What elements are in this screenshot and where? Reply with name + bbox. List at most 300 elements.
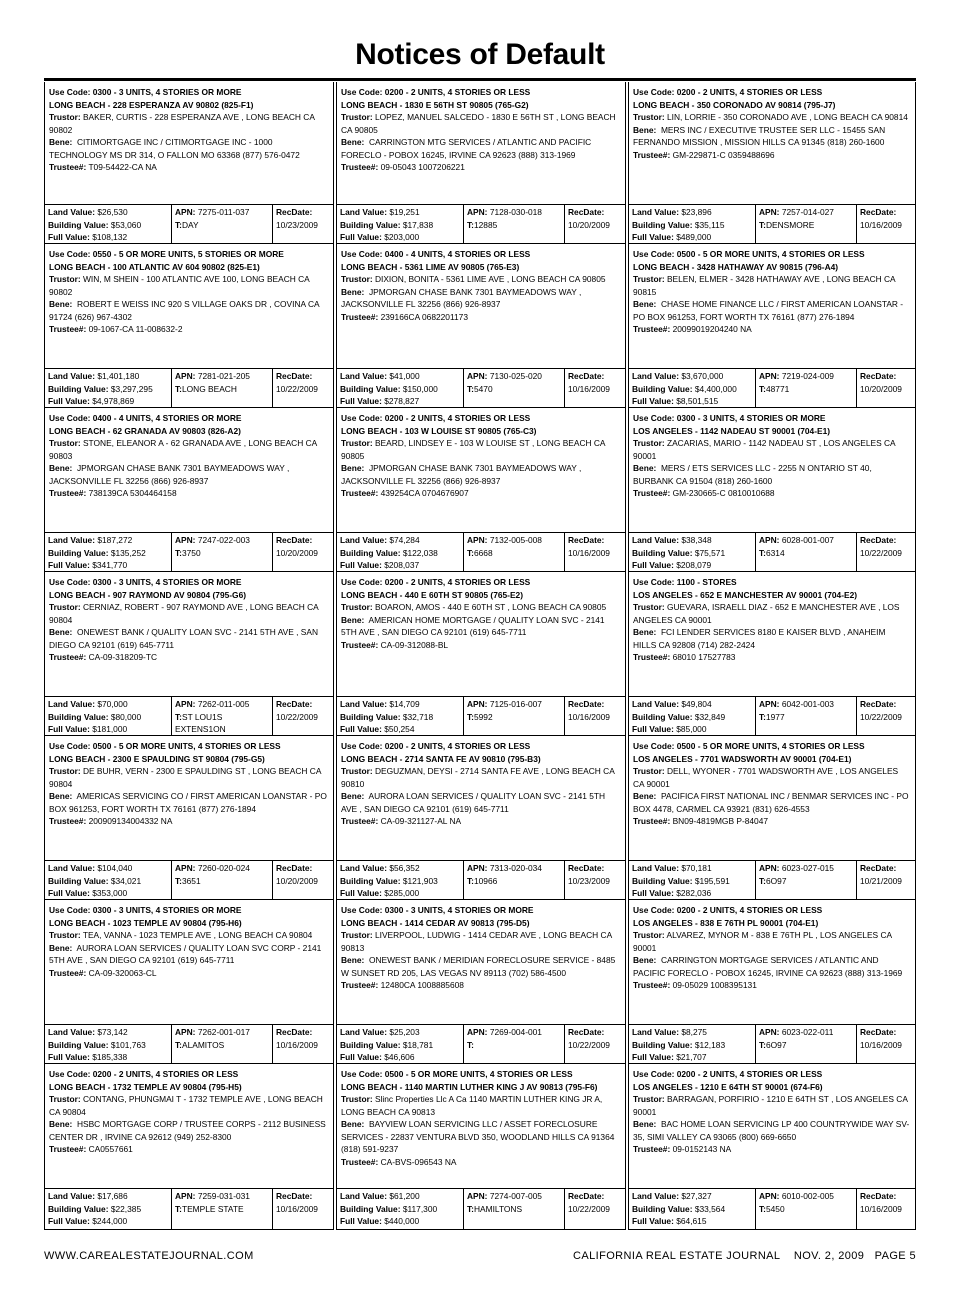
values-cell (45, 697, 171, 735)
tract-label: T: (759, 875, 766, 886)
building-value-label: Building Value: (48, 1203, 109, 1214)
notice-column (628, 82, 916, 1230)
values-cell (629, 533, 755, 571)
trustee-value: 09-05043 1007206221 (380, 162, 465, 172)
trustee-label: Trustee#: (341, 980, 379, 990)
apn-value: 7262-011-005 (197, 699, 250, 709)
property-address: LONG BEACH - 1732 TEMPLE AV 90804 (795-H5) (49, 1081, 242, 1092)
trustor-value: DIXION, BONITA - 5361 LIME AVE , LONG BEACH CA 90805 (374, 274, 606, 284)
land-value-label: Land Value: (340, 699, 388, 709)
use-code: Use Code: 0300 - 3 UNITS, 4 STORIES OR MORE (49, 87, 242, 97)
trustor-label: Trustor: (633, 766, 665, 776)
full-value: $50,254 (384, 724, 415, 734)
notice-entry (629, 860, 915, 1024)
full-value: $8,501,515 (676, 396, 719, 406)
trustor-value: DELL, WYONER - 7701 WADSWORTH AVE , LOS ANGELES CA 90001 (633, 766, 899, 789)
recdate-value: 10/22/2009 (860, 711, 902, 722)
trustee-value: 200909134004332 NA (88, 816, 173, 826)
land-value: $14,709 (389, 699, 420, 709)
trustor-value: TEA, VANNA - 1023 TEMPLE AVE , LONG BEACH CA 90804 (82, 930, 313, 940)
full-value: $21,707 (676, 1052, 707, 1062)
tract-value: ST LOU1S EXTENS1ON (175, 711, 226, 734)
bene-label: Bene: (49, 627, 73, 637)
land-value-label: Land Value: (340, 1027, 388, 1037)
trustee-label: Trustee#: (341, 162, 379, 172)
trustee-value: CA-09-318209-TC (88, 652, 158, 662)
trustor-value: LIN, LORRIE - 350 CORONADO AVE , LONG BEACH CA 90814 (666, 112, 908, 122)
recdate-cell (564, 1189, 625, 1229)
land-value: $104,040 (97, 863, 133, 873)
recdate-value: 10/22/2009 (860, 547, 902, 558)
notice-entry (629, 696, 915, 860)
recdate-label: RecDate: (568, 1191, 605, 1201)
recdate-label: RecDate: (276, 371, 313, 381)
trustee-label: Trustee#: (49, 967, 87, 978)
apn-label: APN: (467, 863, 488, 873)
trustee-value: 20099019204240 NA (672, 324, 752, 334)
bene-value: JPMORGAN CHASE BANK 7301 BAYMEADOWS WAY , JACKSONVILLE FL 32256 (866) 926-8937 (341, 463, 582, 486)
notice-entry (629, 532, 915, 696)
apn-label: APN: (175, 1027, 196, 1037)
apn-label: APN: (759, 863, 780, 873)
apn-cell (755, 533, 856, 571)
building-value: $22,385 (110, 1203, 142, 1214)
footer-publication: CALIFORNIA REAL ESTATE JOURNAL NOV. 2, 2009 PAGE 5 (573, 1250, 916, 1262)
trustor-label: Trustor: (633, 274, 665, 284)
trustor-value: CONTANG, PHUNGMAI T - 1732 TEMPLE AVE , LONG BEACH CA 90804 (49, 1094, 323, 1117)
land-value-label: Land Value: (48, 863, 96, 873)
apn-label: APN: (467, 699, 488, 709)
valuation-row (629, 368, 915, 408)
tract-value: 10966 (473, 875, 498, 886)
tract-label: T: (467, 547, 474, 558)
recdate-cell (856, 861, 915, 899)
land-value-label: Land Value: (632, 863, 680, 873)
recdate-cell (272, 1189, 333, 1229)
trustee-value: CA-09-321127-AL NA (380, 816, 462, 826)
tract-label: T: (467, 1039, 474, 1050)
building-value-label: Building Value: (48, 875, 109, 886)
property-address: LOS ANGELES - 652 E MANCHESTER AV 90001 (704-E2) (633, 589, 858, 600)
recdate-value: 10/20/2009 (276, 875, 318, 886)
bene-value: CARRINGTON MORTGAGE SERVICES / ATLANTIC AND PACIFIC FORECLO - POBOX 16245, IRVINE CA 92623 (888) 313-1969 (633, 955, 903, 978)
notice-entry (45, 368, 333, 532)
apn-value: 6023-027-015 (781, 863, 834, 873)
apn-cell (171, 861, 272, 899)
trustor-value: LOPEZ, MANUEL SALCEDO - 1830 E 56TH ST , LONG BEACH CA 90805 (341, 112, 616, 135)
recdate-value: 10/21/2009 (860, 875, 902, 886)
use-code: Use Code: 0300 - 3 UNITS, 4 STORIES OR MORE (49, 905, 242, 915)
land-value-label: Land Value: (48, 1191, 96, 1201)
recdate-value: 10/16/2009 (860, 219, 902, 230)
bene-label: Bene: (633, 124, 657, 135)
full-value-label: Full Value: (48, 560, 90, 570)
bene-label: Bene: (341, 286, 365, 297)
apn-value: 7260-020-024 (197, 863, 250, 873)
building-value: $122,038 (402, 547, 438, 558)
trustee-label: Trustee#: (341, 816, 379, 826)
full-value-label: Full Value: (632, 1052, 674, 1062)
property-address: LONG BEACH - 440 E 60TH ST 90805 (765-E2) (341, 589, 523, 600)
use-code: Use Code: 0200 - 2 UNITS, 4 STORIES OR LESS (341, 741, 531, 751)
trustee-label: Trustee#: (49, 162, 87, 172)
recdate-value: 10/23/2009 (276, 219, 318, 230)
land-value: $70,000 (97, 699, 128, 709)
apn-value: 7313-020-034 (489, 863, 542, 873)
tract-label: T: (759, 1039, 766, 1050)
recdate-cell (564, 1025, 625, 1063)
bene-value: ROBERT E WEISS INC 920 S VILLAGE OAKS DR , COVINA CA 91724 (626) 967-4302 (49, 299, 320, 322)
land-value: $61,200 (389, 1191, 420, 1201)
use-code: Use Code: 0200 - 2 UNITS, 4 STORIES OR LESS (633, 905, 823, 915)
valuation-row (629, 696, 915, 736)
notice-column (336, 82, 626, 1230)
apn-cell (755, 697, 856, 735)
values-cell (629, 369, 755, 407)
recdate-label: RecDate: (276, 863, 313, 873)
land-value-label: Land Value: (48, 207, 96, 217)
valuation-row (45, 532, 333, 572)
trustee-label: Trustee#: (49, 1144, 87, 1154)
full-value: $203,000 (384, 232, 420, 242)
building-value-label: Building Value: (340, 219, 401, 230)
values-cell (45, 1025, 171, 1063)
building-value-label: Building Value: (632, 1039, 693, 1050)
land-value-label: Land Value: (632, 1027, 680, 1037)
land-value-label: Land Value: (632, 699, 680, 709)
bene-label: Bene: (341, 1119, 365, 1129)
property-address: LONG BEACH - 2714 SANTA FE AV 90810 (795-B3) (341, 753, 541, 764)
recdate-label: RecDate: (276, 535, 313, 545)
building-value: $4,400,000 (694, 383, 737, 394)
recdate-value: 10/16/2009 (568, 383, 610, 394)
full-value-label: Full Value: (48, 724, 90, 734)
recdate-value: 10/22/2009 (568, 1039, 610, 1050)
apn-cell (755, 1189, 856, 1229)
notice-entry (45, 82, 333, 204)
use-code: Use Code: 0500 - 5 OR MORE UNITS, 4 STORIES OR LESS (633, 741, 865, 751)
property-address: LONG BEACH - 100 ATLANTIC AV 604 90802 (825-E1) (49, 261, 260, 272)
land-value: $17,686 (97, 1191, 128, 1201)
apn-cell (755, 861, 856, 899)
bene-label: Bene: (633, 299, 657, 309)
trustor-label: Trustor: (49, 1094, 81, 1104)
trustee-value: GM-230665-C 0810010688 (672, 488, 775, 498)
recdate-label: RecDate: (568, 1027, 605, 1037)
recdate-cell (564, 533, 625, 571)
bene-label: Bene: (341, 791, 365, 801)
recdate-cell (272, 1025, 333, 1063)
notice-entry (45, 204, 333, 368)
recdate-cell (856, 533, 915, 571)
recdate-cell (564, 861, 625, 899)
apn-cell (463, 697, 564, 735)
tract-label: T: (759, 1203, 766, 1214)
apn-value: 7281-021-205 (197, 371, 250, 381)
title-rule (44, 78, 916, 81)
apn-value: 7269-004-001 (489, 1027, 542, 1037)
land-value: $23,896 (681, 207, 712, 217)
values-cell (337, 205, 463, 243)
tract-label: T: (175, 219, 182, 230)
recdate-label: RecDate: (276, 1191, 313, 1201)
building-value: $3,297,295 (110, 383, 153, 394)
recdate-cell (856, 697, 915, 735)
recdate-value: 10/16/2009 (568, 547, 610, 558)
apn-label: APN: (467, 1027, 488, 1037)
recdate-cell (856, 205, 915, 243)
tract-label: T: (759, 547, 766, 558)
property-address: LOS ANGELES - 7701 WADSWORTH AV 90001 (704-E1) (633, 753, 852, 764)
footer-website[interactable]: WWW.CAREALESTATEJOURNAL.COM (44, 1250, 254, 1262)
full-value-label: Full Value: (340, 888, 382, 898)
recdate-value: 10/22/2009 (276, 711, 318, 722)
notice-column (44, 82, 334, 1230)
trustee-label: Trustee#: (633, 816, 671, 826)
full-value: $46,606 (384, 1052, 415, 1062)
tract-value: 12885 (473, 219, 498, 230)
building-value: $32,849 (694, 711, 726, 722)
apn-cell (171, 1189, 272, 1229)
tract-label: T: (175, 547, 182, 558)
full-value-label: Full Value: (48, 1216, 90, 1226)
trustor-label: Trustor: (633, 438, 665, 448)
apn-label: APN: (467, 371, 488, 381)
values-cell (629, 1189, 755, 1229)
apn-cell (463, 205, 564, 243)
use-code: Use Code: 0200 - 2 UNITS, 4 STORIES OR LESS (341, 413, 531, 423)
trustee-value: CA0557661 (88, 1144, 133, 1154)
property-address: LONG BEACH - 228 ESPERANZA AV 90802 (825-F1) (49, 99, 254, 110)
bene-value: AURORA LOAN SERVICES / QUALITY LOAN SVC CORP - 2141 5TH AVE , SAN DIEGO CA 92101 (619) 645-7711 (49, 942, 322, 965)
bene-label: Bene: (633, 627, 657, 637)
land-value: $49,804 (681, 699, 712, 709)
recdate-cell (564, 369, 625, 407)
bene-value: JPMORGAN CHASE BANK 7301 BAYMEADOWS WAY , JACKSONVILLE FL 32256 (866) 926-8937 (49, 463, 290, 486)
apn-cell (463, 861, 564, 899)
building-value-label: Building Value: (340, 875, 401, 886)
property-address: LONG BEACH - 103 W LOUISE ST 90805 (765-C3) (341, 425, 537, 436)
full-value: $341,770 (92, 560, 128, 570)
apn-label: APN: (759, 1027, 780, 1037)
apn-label: APN: (175, 699, 196, 709)
trustor-value: DE BUHR, VERN - 2300 E SPAULDING ST , LONG BEACH CA 90804 (49, 766, 321, 789)
values-cell (45, 205, 171, 243)
apn-cell (755, 205, 856, 243)
apn-label: APN: (467, 1191, 488, 1201)
recdate-cell (272, 861, 333, 899)
notice-entry (45, 696, 333, 860)
recdate-value: 10/22/2009 (276, 383, 318, 394)
valuation-row (337, 1024, 625, 1064)
building-value-label: Building Value: (632, 875, 693, 886)
tract-value: 6O97 (765, 875, 787, 886)
land-value: $26,530 (97, 207, 128, 217)
trustee-value: T09-54422-CA NA (88, 162, 157, 172)
building-value-label: Building Value: (48, 383, 109, 394)
building-value-label: Building Value: (340, 383, 401, 394)
land-value-label: Land Value: (632, 1191, 680, 1201)
trustor-value: BAKER, CURTIS - 228 ESPERANZA AVE , LONG BEACH CA 90802 (49, 112, 315, 135)
full-value-label: Full Value: (632, 1216, 674, 1226)
use-code: Use Code: 0400 - 4 UNITS, 4 STORIES OR LESS (341, 249, 531, 259)
building-value: $33,564 (694, 1203, 726, 1214)
land-value: $187,272 (97, 535, 133, 545)
bene-label: Bene: (341, 463, 365, 473)
building-value: $18,781 (402, 1039, 434, 1050)
notice-entry (337, 860, 625, 1024)
recdate-label: RecDate: (276, 1027, 313, 1037)
values-cell (337, 369, 463, 407)
notice-entry (337, 204, 625, 368)
tract-value: 3750 (181, 547, 201, 558)
apn-cell (755, 1025, 856, 1063)
tract-value: 6O97 (765, 1039, 787, 1050)
recdate-label: RecDate: (860, 535, 897, 545)
apn-label: APN: (175, 863, 196, 873)
full-value: $285,000 (384, 888, 420, 898)
notice-entry (337, 368, 625, 532)
land-value-label: Land Value: (340, 863, 388, 873)
tract-label: T: (175, 1039, 182, 1050)
full-value-label: Full Value: (340, 1216, 382, 1226)
tract-label: T: (175, 383, 182, 394)
building-value: $101,763 (110, 1039, 146, 1050)
tract-value: 6314 (765, 547, 785, 558)
notice-entry (337, 82, 625, 204)
land-value-label: Land Value: (632, 207, 680, 217)
property-address: LONG BEACH - 62 GRANADA AV 90803 (826-A2) (49, 425, 241, 436)
apn-value: 6010-002-005 (781, 1191, 834, 1201)
apn-value: 7259-031-031 (197, 1191, 250, 1201)
trustee-label: Trustee#: (633, 980, 671, 990)
land-value: $3,670,000 (681, 371, 724, 381)
values-cell (337, 697, 463, 735)
recdate-value: 10/20/2009 (860, 383, 902, 394)
full-value: $489,000 (676, 232, 712, 242)
trustee-value: 239166CA 0682201173 (380, 311, 468, 322)
building-value-label: Building Value: (340, 711, 401, 722)
trustee-value: 68010 17527783 (672, 652, 736, 662)
apn-value: 7125-016-007 (489, 699, 542, 709)
land-value-label: Land Value: (48, 699, 96, 709)
tract-value: TEMPLE STATE (181, 1203, 244, 1214)
use-code: Use Code: 0300 - 3 UNITS, 4 STORIES OR MORE (49, 577, 242, 587)
recdate-cell (564, 205, 625, 243)
recdate-cell (272, 533, 333, 571)
values-cell (629, 1025, 755, 1063)
land-value-label: Land Value: (340, 371, 388, 381)
recdate-label: RecDate: (276, 699, 313, 709)
trustee-label: Trustee#: (633, 652, 671, 662)
trustor-value: LIVERPOOL, LUDWIG - 1414 CEDAR AVE , LONG BEACH CA 90813 (341, 930, 612, 953)
recdate-value: 10/16/2009 (860, 1039, 902, 1050)
land-value-label: Land Value: (48, 535, 96, 545)
land-value-label: Land Value: (340, 1191, 388, 1201)
full-value: $282,036 (676, 888, 712, 898)
bene-value: AMERICAS SERVICING CO / FIRST AMERICAN LOANSTAR - PO BOX 961253, FORT WORTH TX 76161 (877) 276-1894 (49, 791, 327, 814)
trustee-label: Trustee#: (341, 311, 379, 322)
apn-label: APN: (759, 699, 780, 709)
valuation-row (629, 204, 915, 244)
property-address: LONG BEACH - 3428 HATHAWAY AV 90815 (796-A4) (633, 261, 839, 272)
bene-label: Bene: (341, 137, 365, 147)
apn-value: 7128-030-018 (489, 207, 542, 217)
trustee-value: CA-09-312088-BL (380, 639, 449, 650)
full-value: $353,000 (92, 888, 128, 898)
trustee-value: 738139CA 5304464158 (88, 488, 177, 498)
bene-label: Bene: (49, 942, 73, 953)
land-value: $19,251 (389, 207, 420, 217)
apn-cell (171, 1025, 272, 1063)
property-address: LONG BEACH - 1140 MARTIN LUTHER KING J AV 90813 (795-F6) (341, 1081, 598, 1092)
land-value: $1,401,180 (97, 371, 140, 381)
apn-label: APN: (759, 1191, 780, 1201)
land-value-label: Land Value: (632, 535, 680, 545)
use-code: Use Code: 0200 - 2 UNITS, 4 STORIES OR LESS (633, 1069, 823, 1079)
apn-cell (755, 369, 856, 407)
apn-cell (463, 1189, 564, 1229)
tract-label: T: (467, 711, 474, 722)
bene-label: Bene: (633, 463, 657, 473)
trustor-value: ALVAREZ, MYNOR M - 838 E 76TH PL , LOS ANGELES CA 90001 (633, 930, 892, 953)
use-code: Use Code: 0300 - 3 UNITS, 4 STORIES OR MORE (341, 905, 534, 915)
valuation-row (45, 1024, 333, 1064)
use-code: Use Code: 0200 - 2 UNITS, 4 STORIES OR LESS (341, 577, 531, 587)
trustor-label: Trustor: (49, 602, 81, 612)
tract-value: 1977 (765, 711, 785, 722)
notice-entry (629, 368, 915, 532)
apn-cell (171, 697, 272, 735)
tract-value: 6668 (473, 547, 493, 558)
trustee-label: Trustee#: (49, 324, 87, 334)
recdate-label: RecDate: (860, 863, 897, 873)
full-value: $64,615 (676, 1216, 707, 1226)
building-value: $12,183 (694, 1039, 726, 1050)
trustor-label: Trustor: (341, 930, 373, 940)
trustee-value: 09-05029 1008395131 (672, 980, 757, 990)
property-address: LONG BEACH - 2300 E SPAULDING ST 90804 (795-G5) (49, 753, 265, 764)
values-cell (629, 697, 755, 735)
full-value: $108,132 (92, 232, 128, 242)
use-code: Use Code: 0550 - 5 OR MORE UNITS, 5 STORIES OR MORE (49, 249, 284, 259)
trustee-value: CA-09-320063-CL (88, 967, 157, 978)
notice-entry (337, 532, 625, 696)
building-value: $75,571 (694, 547, 726, 558)
recdate-value: 10/16/2009 (568, 711, 610, 722)
apn-value: 7219-024-009 (781, 371, 834, 381)
notice-entry (629, 204, 915, 368)
land-value: $56,352 (389, 863, 420, 873)
trustee-value: 12480CA 1008885608 (380, 980, 464, 990)
tract-value: DAY (181, 219, 199, 230)
tract-value: 48771 (765, 383, 790, 394)
property-address: LOS ANGELES - 1142 NADEAU ST 90001 (704-E1) (633, 425, 831, 436)
recdate-label: RecDate: (860, 1027, 897, 1037)
notices-grid (44, 82, 916, 1228)
trustee-label: Trustee#: (49, 488, 87, 498)
full-value: $185,338 (92, 1052, 128, 1062)
property-address: LOS ANGELES - 1210 E 64TH ST 90001 (674-F6) (633, 1081, 823, 1092)
tract-label: T: (759, 711, 766, 722)
land-value: $38,348 (681, 535, 712, 545)
building-value-label: Building Value: (632, 1203, 693, 1214)
property-address: LONG BEACH - 1023 TEMPLE AV 90804 (795-H6) (49, 917, 242, 928)
apn-label: APN: (175, 535, 196, 545)
full-value: $4,978,869 (92, 396, 135, 406)
full-value-label: Full Value: (340, 560, 382, 570)
full-value: $440,000 (384, 1216, 420, 1226)
